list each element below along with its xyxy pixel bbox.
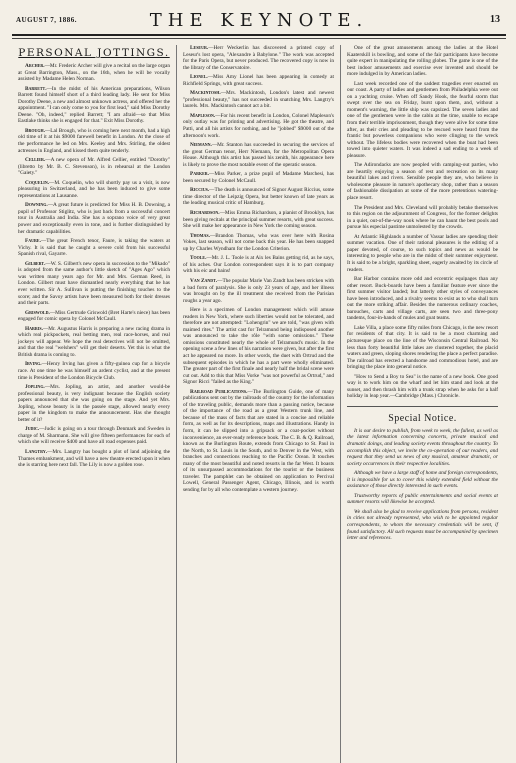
article-text: —Henry Irving has given a fifty-guinea cup for a bicycle race. At one time he was himself an ardent cyclist, and at the present time is President of the London Bicycle Club. — [18, 361, 170, 381]
article-paragraph — [347, 205, 498, 231]
article-text: —Mrs. Langtry has bought a plot of land adjoining the Thames embankment, and will have a new theatre erected upon it when she is starring here next fall. The Lily is now a golden rose. — [18, 448, 170, 469]
article-text: —The death is announced of Signor August Riccius, some time director of the Leipzig Opera, but better known of late years as the leading musical critic of Hamburg. — [183, 187, 334, 207]
article-text: —Mr. Frederic Archer will give a recital on the large organ at Great Barrington, Mass., on the 16th, when he will be vocally assisted by Madame Helen Norman. — [18, 63, 170, 83]
article-paragraph — [183, 187, 334, 207]
article-text: —Mrs. Jopling, an artist, and another would-be professional beauty, is very indignant because the English society papers announced that she was going on the stage. And yet Mrs. Jopling, whose beauty is in the passée stage, allowed nearly every paper in the kingdom to make the announcement. Has she thought better of it? — [18, 384, 170, 423]
article-lead: Harris. — [25, 325, 43, 332]
notice-paragraph: It is our desire to publish, from week to week, the fullest, as well as the latest information concerning concerts, private musical and dramatic doings, and leading society events throughout the country. To accomplish this object, we invite the co-operation of our readers, and request that they send us news of any musical, amateur dramatic, or society occurrences in their respective localities. — [347, 427, 498, 467]
article-paragraph — [347, 45, 498, 78]
article-paragraph — [183, 113, 334, 139]
article-paragraph — [183, 210, 334, 230]
article-paragraph — [183, 74, 334, 87]
header-divider — [12, 38, 506, 39]
article-text: —The great French tenor, Faure, is taking the waters at Vichy. It is said that he caught a severe cold from his successful Spanish rival, Gayarre. — [18, 238, 170, 258]
article-text: Last week recorded one of the saddest tragedies ever enacted on our coast. A party of ladies and gentlemen from Philadelphia were out on a yachting cruise. When off Sandy Hook, the fearful storm that swept over the sea on Friday, burst upon them, and, without a moment's warning, the little ship was capsized. The seven ladies and one of the gentlemen were in the cabin at the time, unable to escape from their terrible imprisonment, though they were alive for some time after, as their cries and pleading to be rescued were heard from the frantic but powerless companions who were clinging to the wreck without. The lifeless bodies were recovered when the boat had been towed into quieter waters. It was indeed a sad ending to a week of pleasure. — [347, 80, 498, 159]
article-lead: Irving. — [25, 361, 42, 368]
article-lead: Riccius. — [190, 187, 210, 194]
article-lead: Judic. — [25, 426, 40, 433]
article-paragraph — [183, 171, 334, 184]
article-lead: Barrett. — [25, 85, 47, 92]
article-columns — [12, 45, 506, 763]
article-paragraph — [347, 374, 498, 400]
article-lead: Parker. — [190, 171, 210, 178]
article-lead: Cellier. — [25, 157, 46, 164]
article-text: Here is a specimen of London management which will amuse readers in New York, where such liberties would not be tolerated, and therefore are not attempted: "Lohengrin" we are told, "was given with maimed rites." The artist cast for Telramund being indisposed another was announced to take the rôle "with some omissions." These omissions constituted nearly the whole of Telramund's music. In the opening scene a few lines of his narration were given, but after the first act he appeared no more. In other words, the duet with Ortrud and the subsequent episodes in which he has a part were wholly eliminated. The greater part of the first finale and nearly half the bridal scene were cut out. Add to this that Miss Vorke "was not powerful as Ortrud," and Signor Ricci "failed as the King." — [183, 307, 334, 386]
article-text: —The Burlington Guide, one of many publications sent out by the railroads of the country for the information of the traveling public, demands more than a passing notice, because of the importance of the road as a great Western trunk line, and because of the mass of facts that are stated in a concise and reliable form, as well as for its descriptions, maps and illustrations. Handy in form, it can be slipped into a gripsack or a coat-pocket without inconvenience, an ever-ready reference book. The C. B. & Q. Railroad, known as the Burlington Route, extends from Chicago to St. Paul in the North, to St. Louis in the South, and to Denver in the West, with branches and connections reaching to the Pacific Ocean. It touches many of the most beautiful and noted resorts in the far West. It boasts of its unsurpassed accommodations for the tourist or the business traveler. The pamphlet can be obtained on application to Percival Lowell, General Passenger Agent, Chicago, Illinois, and is worth sending for by all who contemplate a western journey. — [183, 388, 334, 493]
article-paragraph — [347, 276, 498, 322]
article-lead: Thomas. — [190, 232, 210, 239]
article-paragraph — [347, 81, 498, 160]
article-text: —Miss Amy Lionel has been appearing in comedy at Richfield Springs, with great success. — [183, 74, 334, 87]
issue-date: AUGUST 7, 1886. — [16, 16, 78, 24]
article-paragraph — [18, 128, 170, 154]
article-text: —A great future is predicted for Miss H. B. Downing, a pupil of Professor Stiglitz, who is just back from a successful concert tour in Australia and India. She has a soprano voice of very great power and exceptionally even in tone, and is further distinguished by her dramatic capabilities. — [18, 202, 170, 235]
article-paragraph — [183, 142, 334, 168]
article-lead: Archer. — [25, 63, 45, 69]
article-paragraph — [18, 63, 170, 83]
article-lead: Langtry. — [25, 448, 48, 455]
article-lead: Richardson. — [190, 210, 220, 217]
article-text: —Miss Emma Richardson, a pianist of Brooklyn, has been giving recitals at the principal summer resorts, with great success. She will make her appearance in New York the coming season. — [183, 210, 334, 230]
article-text: —Mrs. Mackintosh, London's latest and newest "professional beauty," has not succeeded in snatching Mrs. Langtry's laurels. Mrs. Mackintosh cannot act a bit. — [183, 90, 334, 110]
article-text: —Miss Parker, a prize pupil of Madame Marchesi, has been secured by Colonel McCaull. — [183, 171, 334, 184]
article-text: —For his recent benefit in London, Colonel Mapleson's only outlay was for printing and advertising. He got the theatre, and Patti, and all his artists for nothing, and he "jobbed" $9000 out of the afternoon's work. — [183, 112, 334, 139]
article-paragraph — [347, 234, 498, 273]
article-text: —M. Coquelin, who will shortly pay us a visit, is now pleasuring in Switzerland, and he has been induced to give some representations at Lausanne. — [18, 179, 170, 199]
article-paragraph — [18, 86, 170, 125]
article-lead: Railroad Publications. — [190, 388, 248, 395]
article-text: —The popular Marie Van Zandt has been stricken with a bad form of paralysis. She is only 23 years of age, and her illness was brought on by the ill treatment she received from the Parisian roughs a year ago. — [183, 277, 334, 304]
article-lead: Toole. — [190, 255, 207, 262]
article-text: —In the midst of his American preparations, Wilson Barrett found himself short of a third leading lady. He sent for Miss Dorothy Deene, a new and almost unknown actress, and offered her the appointment. "I can only come to you for first lead," said Miss Dorothy Deene. "Oh, indeed," replied Barrett; "I am afraid—so that Miss Eastlake thinks she is engaged for that." Exit Miss Dorothy. — [18, 85, 170, 125]
column-1 — [12, 45, 176, 763]
article-paragraph — [18, 238, 170, 258]
article-lead: Niemann. — [190, 142, 212, 149]
article-paragraph — [18, 426, 170, 446]
special-notice-body — [347, 428, 498, 542]
article-paragraph — [18, 361, 170, 381]
article-paragraph — [18, 384, 170, 423]
article-text: Bar Harbor contains more odd and eccentric equipages than any other resort. Buck-boards have been a familiar feature ever since the first summer visitor landed; but latterly other styles of conveyances have been introduced, and a rivalry seems to exist as to who shall turn out the more striking affair. Besides the numerous ordinary coaches, barouches, carts and village carts, are seen two and three-pony tandems, four-in-hands of mules and goat teams. — [347, 276, 498, 322]
article-paragraph — [18, 326, 170, 359]
article-lead: Griswold. — [25, 309, 50, 316]
article-paragraph — [18, 202, 170, 235]
article-text: —Mr. Stanton has succeeded in securing the services of the great German tenor, Herr Niemann, for the Metropolitan Opera House. Although this artist has passed his zenith, his appearance here is likely to prove the most notable event of the operatic season. — [183, 142, 334, 168]
article-lead: Lionel. — [190, 74, 208, 81]
article-text: "How to Send a Boy to Sea" is the name of a new book. One good way is to work him on the wharf and let him stand and look at the sunset, and then thrash him with a trunk strap when he asks for a half holiday in leap year.—Cambridge (Mass.) Chronicle. — [347, 373, 498, 400]
article-paragraph — [18, 310, 170, 323]
article-text: —W. S. Gilbert's new opera in succession to the "Mikado" is adopted from the same author's little sketch of "Ages Ago" which was written many years ago for Mr. and Mrs. German Reed, in London. Gilbert must have dismantled nearly everything that he has ever written. Sir A. Sullivan is putting the finishing touches to the score; and the Savoy artists have been measured both for their dresses and their parts. — [18, 260, 170, 307]
notice-paragraph: Although we have a large staff of home and foreign correspondents, it is impossible for us to cover this widely extended field without the assistance of those directly interested in such events. — [347, 470, 498, 490]
article-lead: Coquelin. — [25, 179, 50, 186]
article-lead: Van Zandt. — [190, 277, 218, 284]
article-text: —Mr. J. L. Toole is at Aix les Bains getting rid, as he says, of his aches. Our London correspondent says it is to part company with his eic and bains! — [183, 255, 334, 275]
article-lead: Brough. — [25, 127, 45, 134]
article-lead: Gilbert. — [25, 260, 46, 267]
page-number: 13 — [490, 14, 500, 25]
article-paragraph — [347, 162, 498, 201]
section-title: PERSONAL JOTTINGS. — [18, 47, 170, 59]
article-paragraph — [183, 278, 334, 304]
article-text: At Atlantic Highlands a number of Vassar ladies are spending their summer vacation. One of their rational pleasures is the editing of a paper devoted, of course, to such topics and news as would be interesting to people who are in the midst of their summer enjoyment. It is said to be a bright, sparkling sheet, eagerly awaited by its circle of readers. — [347, 233, 498, 273]
special-notice — [347, 406, 498, 542]
article-paragraph — [183, 389, 334, 494]
column-3 — [340, 45, 504, 763]
notice-paragraph: Trustworthy reports of public entertainments and social events at summer resorts will likewise be accepted. — [347, 492, 498, 506]
article-paragraph — [183, 255, 334, 275]
article-lead: Mapleson. — [190, 112, 216, 119]
column-2 — [176, 45, 340, 763]
article-paragraph — [183, 90, 334, 110]
article-paragraph — [18, 180, 170, 200]
article-lead: Mackintosh. — [190, 90, 221, 97]
article-paragraph — [18, 261, 170, 307]
article-paragraph — [18, 449, 170, 469]
column-3-body — [347, 45, 498, 400]
article-text: The President and Mrs. Cleveland will probably betake themselves to this region on the adjournment of Congress, for the former delights in a quiet, out-of-the-way nook where he can haunt the best pools and pursue his especial pastime unmolested by the crowds. — [347, 204, 498, 231]
newspaper-title: THE KEYNOTE. — [149, 10, 369, 31]
article-paragraph — [183, 45, 334, 71]
article-text: —Brandon Thomas, who was over here with Rosina Vokes, last season, will not come back this year. He has been snapped up by Charles Wyndham for the London Criterion. — [183, 232, 334, 252]
article-text: —Lal Brough, who is coming here next month, had a high old time of it at his $9000 farewell benefit in London. At the close of the performance he led on Mrs. Keeley and Mrs. Stirling, the oldest actresses in England, and kissed them quite tenderly. — [18, 127, 170, 154]
masthead — [12, 8, 506, 36]
article-lead: Downing. — [25, 202, 48, 209]
article-paragraph — [183, 233, 334, 253]
article-text: —Judic is going on a tour through Denmark and Sweden in charge of M. Sharmann. She will give fifteen performances for each of which she will receive $400 and have all road expenses paid. — [18, 426, 170, 446]
article-lead: Leseur. — [190, 45, 209, 51]
notice-paragraph: We shall also be glad to receive applications from persons, resident in cities not already represented, who wish to be appointed regular correspondents, to whom the necessary credentials will be sent, if found satisfactory. All such requests must be accompanied by specimen letter and references. — [347, 508, 498, 542]
article-text: —Mr. Augustus Harris is preparing a new racing drama in which real pickpockets, real betting men, real race-horses, and real jockeys will appear. We hope the real detectives will not be omitted, and that the real "welshers" will get their deserts. Yet this is what the British drama is coming to. — [18, 325, 170, 358]
article-text: —Miss Gertrude Griswold (Bret Harte's niece) has been engaged for comic opera by Colonel McCaull. — [18, 309, 170, 323]
article-paragraph — [18, 157, 170, 177]
special-notice-title: Special Notice. — [388, 412, 457, 424]
article-paragraph — [347, 325, 498, 371]
article-text: —Herr Weckerlin has discovered a printed copy of Leseur's lost opera, "Alexandre à Babylone." The work was accepted for the Paris Opera, but never produced. The recovered copy is now in the library of the Conservatoire. — [183, 45, 334, 71]
article-lead: Jopling. — [25, 384, 45, 391]
article-text: One of the great amusements among the ladies at the Hotel Kaaterskill is bowling, and some of the fair participants have become quite expert in manipulating the rolling globes. The game is one of the best indoor amusements and exercise ever invented and should be more indulged in by American ladies. — [347, 45, 498, 78]
article-lead: Faure. — [25, 238, 41, 245]
article-paragraph — [183, 307, 334, 386]
article-text: The Adirondacks are now peopled with camping-out parties, who are heartily enjoying a season of rest and recreation on its many beautiful lakes and rivers. Sensible people they are, who believe in wholesome pleasure in nature's apothecary shop, rather than a season of fashionable dissipation at some of the more pretentious watering-place resort. — [347, 162, 498, 202]
article-text: Lake Villa, a place some fifty miles from Chicago, is the new resort for residents of that city. It is said to be a most charming and picturesque place on the line of the Wisconsin Central Railroad. No less than forty beautiful little lakes are clustered together, the placid waters and green, sloping shores rendering the place a perfect paradise. The railroad has erected a handsome and commodious hotel, and are bringing the place into general notice. — [347, 324, 498, 371]
article-text: —A new opera of Mr. Alfred Cellier, entitled "Dorothy" (libretto by Mr. B. C. Stevenson), is in rehearsal at the London "Gaiety." — [18, 157, 170, 177]
